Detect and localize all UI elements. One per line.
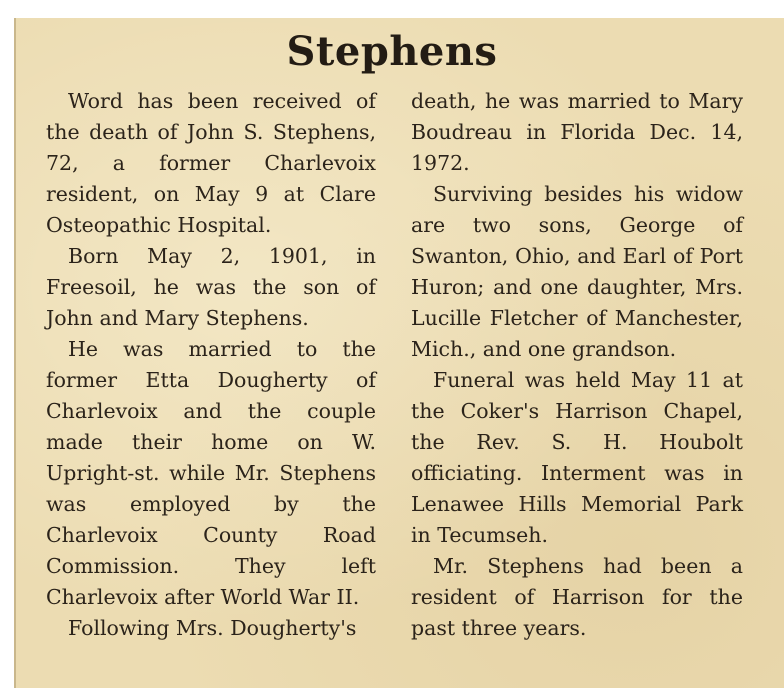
paragraph-second-marriage-end: death, he was married to Mary Boudreau in Florida Dec. 14, 1972. xyxy=(411,89,743,175)
page-margin xyxy=(0,0,784,18)
paragraph-funeral: Funeral was held May 11 at the Coker's Harrison Chapel, the Rev. S. H. Houbolt officiating. Interment was in Lenawee Hills Memorial Park in Tecumseh. xyxy=(411,368,743,547)
paragraph-death-notice: Word has been received of the death of John S. Stephens, 72, a former Charlevoix resident, on May 9 at Clare Osteopathic Hospital. xyxy=(46,89,376,237)
paragraph-birth: Born May 2, 1901, in Freesoil, he was the son of John and Mary Stephens. xyxy=(46,244,376,330)
paragraph-first-marriage: He was married to the former Etta Dougherty of Charlevoix and the couple made their home on W. Upright-st. while Mr. Stephens was employed by the Charlevoix County Road Commission. They left Charlevoix after World War II. xyxy=(46,337,376,609)
paragraph-survivors: Surviving besides his widow are two sons, George of Swanton, Ohio, and Earl of Port Huron; and one daughter, Mrs. Lucille Fletcher of Manchester, Mich., and one grandson. xyxy=(411,182,743,361)
paragraph-second-marriage-start: Following Mrs. Dougherty's xyxy=(68,616,357,640)
right-column xyxy=(411,86,743,644)
left-column xyxy=(46,86,376,644)
obituary-title: Stephens xyxy=(286,28,498,75)
paragraph-residence: Mr. Stephens had been a resident of Harrison for the past three years. xyxy=(411,554,743,640)
